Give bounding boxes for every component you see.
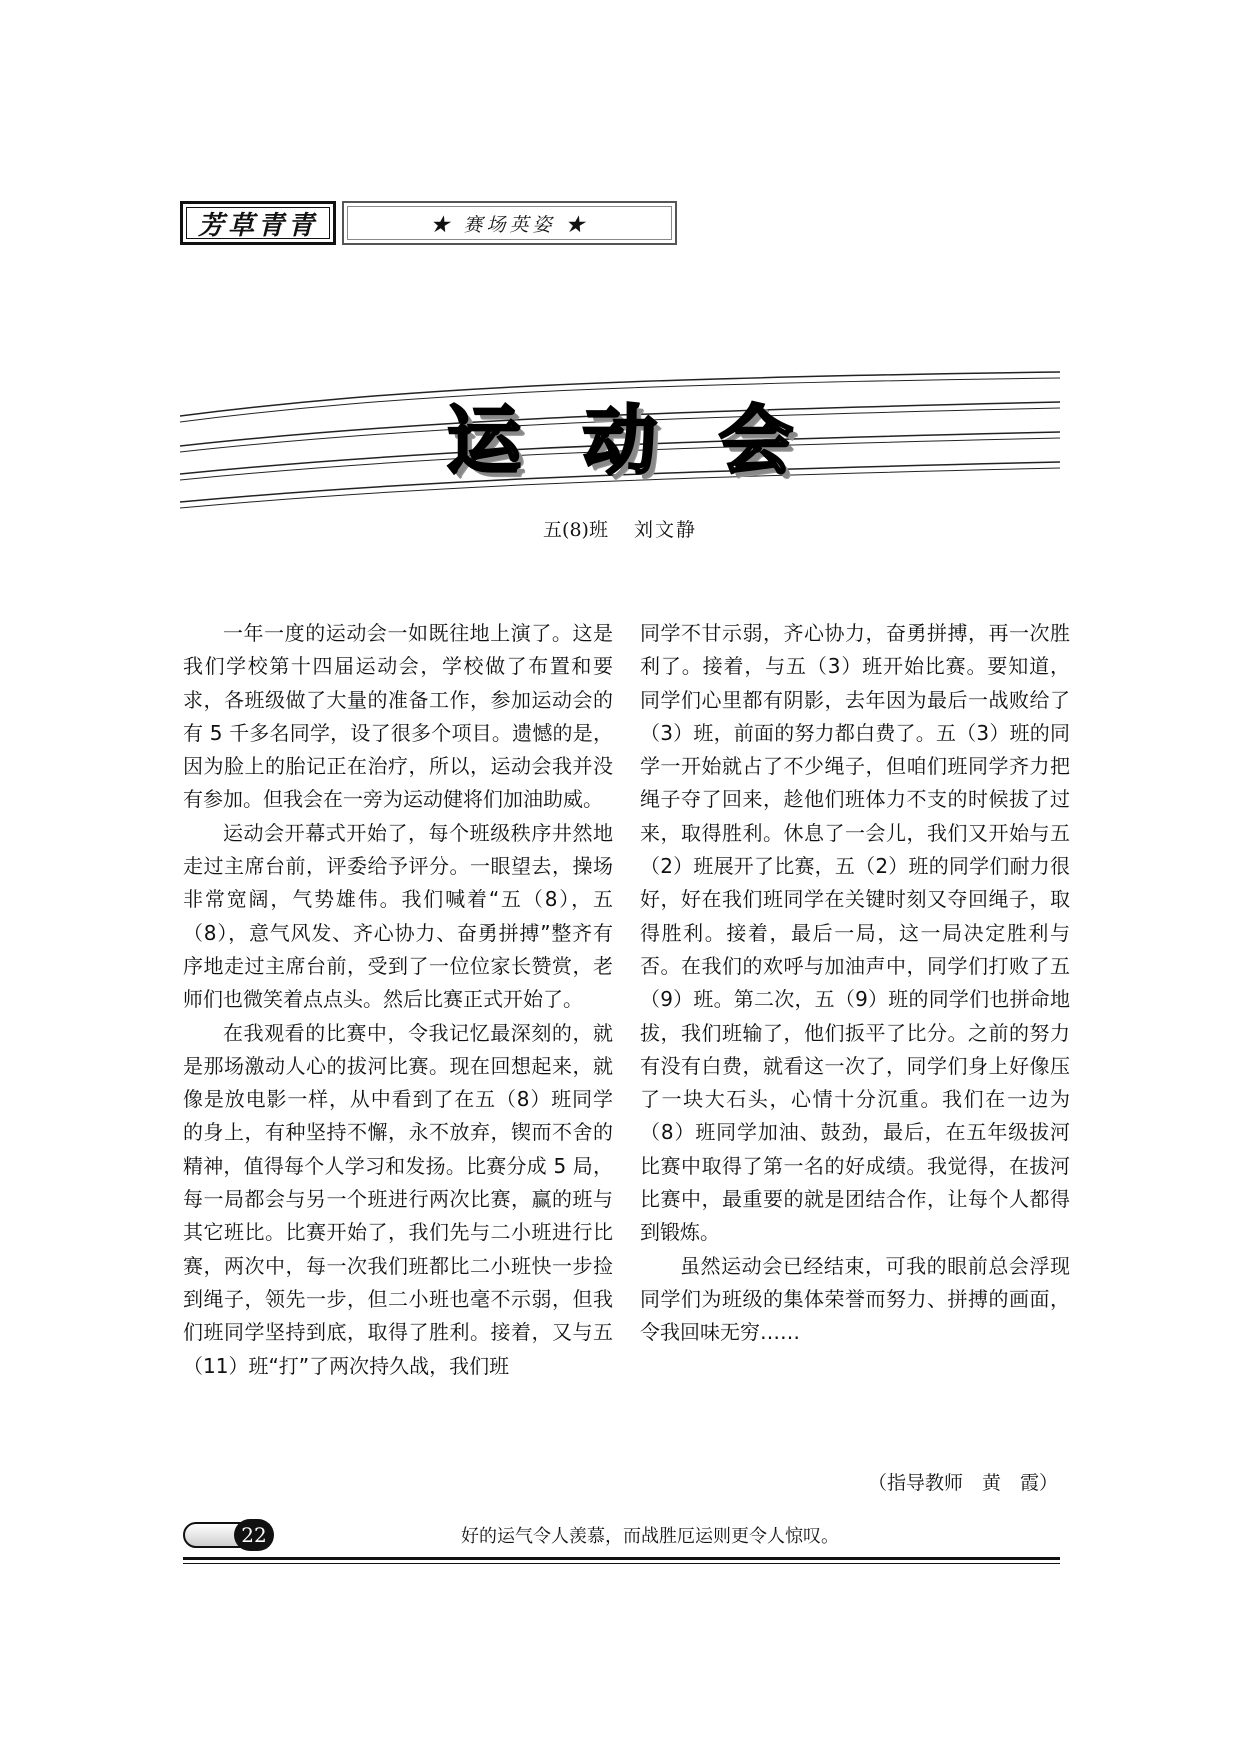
paragraph: 一年一度的运动会一如既往地上演了。这是我们学校第十四届运动会，学校做了布置和要求，各班级做了大量的准备工作，参加运动会的有 5 千多名同学，设了很多个项目。遗憾的是，因为脸上的胎记正在治疗，所以，运动会我并没有参加。但我会在一旁为运动健将们加油助威。 (183, 621, 613, 812)
right-column (640, 617, 1070, 1350)
section-label: 芳草青青 (197, 210, 318, 241)
footer-rule-thin (183, 1563, 1060, 1564)
column-label: ★ 赛场英姿 ★ (430, 213, 589, 236)
footer-quote: 好的运气令人羡慕，而战胜厄运则更令人惊叹。 (461, 1526, 839, 1547)
author-byline (180, 515, 1060, 542)
paragraph: 在我观看的比赛中，令我记忆最深刻的，就是那场激动人心的拔河比赛。现在回想起来，就像是放电影一样，从中看到了在五（8）班同学的身上，有种坚持不懈，永不放弃，锲而不舍的精神，值得每个人学习和发扬。比赛分成 5 局，每一局都会与另一个班进行两次比赛，赢的班与其它班比。比赛开始了，我们先与二小班进行比赛，两次中，每一次我们班都比二小班快一步捡到绳子，领先一步，但二小班也毫不示弱，但我们班同学坚持到底，取得了胜利。接着，又与五（11）班“打”了两次持久战，我们班 (183, 1020, 613, 1378)
section-label-box (180, 201, 336, 245)
article-title: 运动会 (447, 398, 855, 484)
author-name: 刘文静 (633, 519, 697, 541)
footer-rule-thick (183, 1557, 1060, 1560)
column-label-box (342, 201, 677, 245)
paragraph: 虽然运动会已经结束，可我的眼前总会浮现同学们为班级的集体荣誉而努力、拼搏的画面，令我回味无穷…… (640, 1253, 1070, 1345)
paragraph: 同学不甘示弱，齐心协力，奋勇拼搏，再一次胜利了。接着，与五（3）班开始比赛。要知道，同学们心里都有阴影，去年因为最后一战败给了（3）班，前面的努力都白费了。五（3）班的同学一开始就占了不少绳子，但咱们班同学齐力把绳子夺了回来，趁他们班体力不支的时候拔了过来，取得胜利。休息了一会儿，我们又开始与五（2）班展开了比赛，五（2）班的同学们耐力很好，好在我们班同学在关键时刻又夺回绳子，取得胜利。接着，最后一局，这一局决定胜利与否。在我们的欢呼与加油声中，同学们打败了五（9）班。第二次，五（9）班的同学们也拼命地拔，我们班输了，他们扳平了比分。之前的努力有没有白费，就看这一次了，同学们身上好像压了一块大石头，心情十分沉重。我们在一边为（8）班同学加油、鼓劲，最后，在五年级拔河比赛中取得了第一名的好成绩。我觉得，在拔河比赛中，最重要的就是团结合作，让每个人都得到锻炼。 (640, 621, 1070, 1245)
left-column (183, 617, 613, 1383)
author-class: 五(8)班 (543, 519, 608, 541)
page-number: 22 (234, 1519, 274, 1551)
teacher-credit: （指导教师 黄 霞） (867, 1472, 1058, 1494)
paragraph: 运动会开幕式开始了，每个班级秩序井然地走过主席台前，评委给予评分。一眼望去，操场非常宽阔，气势雄伟。我们喊着“五（8），五（8），意气风发、齐心协力、奋勇拼搏”整齐有序地走过主席台前，受到了一位位家长赞赏，老师们也微笑着点点头。然后比赛正式开始了。 (183, 820, 613, 1012)
